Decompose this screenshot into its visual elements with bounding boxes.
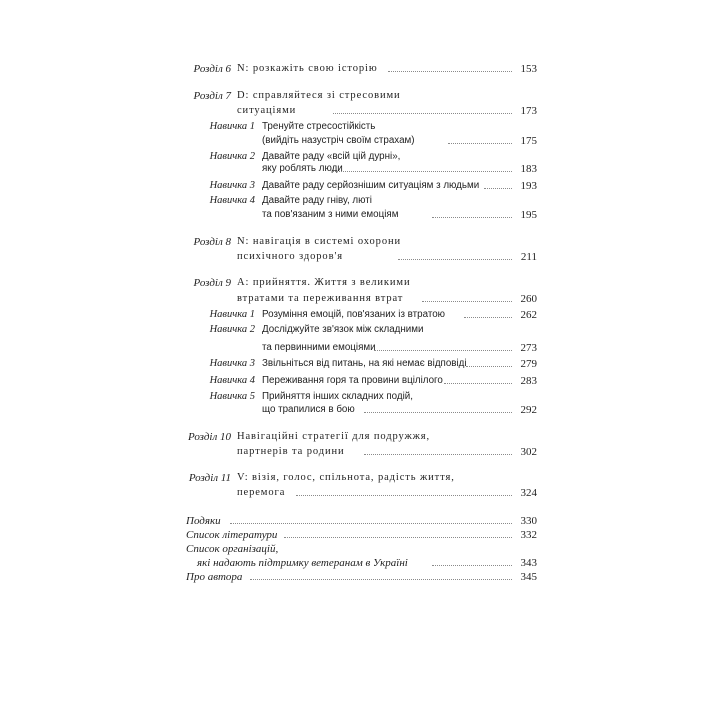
dot-leader — [388, 71, 512, 72]
chapter-title-cont: психічного здоров'я — [237, 251, 343, 262]
back-matter-title: Список організацій, — [186, 543, 279, 555]
page-number: 260 — [520, 293, 537, 305]
chapter-title: Навігаційні стратегії для подружжя, — [237, 431, 431, 442]
chapter-label: Розділ 7 — [193, 90, 231, 102]
dot-leader — [332, 171, 512, 172]
skill-label: Навичка 5 — [209, 391, 255, 402]
page-number: 193 — [520, 180, 537, 192]
chapter-title: A: прийняття. Життя з великими — [237, 277, 411, 288]
page-number: 195 — [520, 209, 537, 221]
dot-leader — [444, 383, 512, 384]
page-number: 345 — [520, 571, 537, 583]
dot-leader — [364, 454, 512, 455]
back-matter-title: Про автора — [186, 571, 243, 583]
skill-title: Прийняття інших складних подій, — [262, 391, 413, 402]
back-matter-title-cont: які надають підтримку ветеранам в Україні — [197, 557, 408, 569]
skill-title: Звільніться від питань, на які немає відповіді — [262, 358, 467, 369]
skill-title: Розуміння емоцій, пов'язаних із втратою — [262, 309, 446, 320]
skill-title: Досліджуйте зв'язок між складними — [262, 324, 424, 335]
page-number: 211 — [520, 251, 537, 263]
skill-title: Давайте раду серйознішим ситуаціям з людьми — [262, 180, 480, 191]
chapter-title-cont: партнерів та родини — [237, 446, 345, 457]
page-number: 183 — [520, 163, 537, 175]
back-matter-title: Список літератури — [186, 529, 278, 541]
skill-title-cont: та первинними емоціями — [262, 342, 376, 353]
page-number: 279 — [520, 358, 537, 370]
skill-label: Навичка 2 — [209, 324, 255, 335]
chapter-title-cont: перемога — [237, 487, 286, 498]
page-number: 302 — [520, 446, 537, 458]
skill-label: Навичка 1 — [209, 309, 255, 320]
page-number: 292 — [520, 404, 537, 416]
chapter-title: V: візія, голос, спільнота, радість життя, — [237, 472, 455, 483]
skill-label: Навичка 4 — [209, 195, 255, 206]
skill-title-cont: яку роблять люди — [262, 163, 343, 174]
skill-title: Давайте раду гніву, люті — [262, 195, 372, 206]
dot-leader — [333, 113, 512, 114]
page-number: 332 — [520, 529, 537, 541]
dot-leader — [448, 143, 512, 144]
skill-label: Навичка 3 — [209, 180, 255, 191]
dot-leader — [464, 317, 512, 318]
back-matter-title: Подяки — [186, 515, 221, 527]
page-number: 262 — [520, 309, 537, 321]
skill-title-cont: що трапилися в бою — [262, 404, 355, 415]
page-number: 273 — [520, 342, 537, 354]
dot-leader — [484, 188, 512, 189]
chapter-label: Розділ 11 — [188, 472, 231, 484]
page-number: 330 — [520, 515, 537, 527]
dot-leader — [284, 537, 512, 538]
chapter-label: Розділ 8 — [193, 236, 231, 248]
skill-title: Давайте раду «всій цій дурні», — [262, 151, 401, 162]
skill-label: Навичка 1 — [209, 121, 255, 132]
page-number: 173 — [520, 105, 537, 117]
dot-leader — [230, 523, 512, 524]
dot-leader — [432, 565, 512, 566]
dot-leader — [374, 350, 512, 351]
dot-leader — [250, 579, 512, 580]
skill-title: Тренуйте стресостійкість — [262, 121, 376, 132]
dot-leader — [422, 301, 512, 302]
dot-leader — [296, 495, 512, 496]
dot-leader — [398, 259, 512, 260]
skill-label: Навичка 4 — [209, 375, 255, 386]
skill-label: Навичка 3 — [209, 358, 255, 369]
page-number: 324 — [520, 487, 537, 499]
dot-leader — [432, 217, 512, 218]
chapter-title: N: навігація в системі охорони — [237, 236, 402, 247]
dot-leader — [364, 412, 512, 413]
chapter-title-cont: ситуаціями — [237, 105, 297, 116]
chapter-title: N: розкажіть свою історію — [237, 63, 378, 74]
skill-label: Навичка 2 — [209, 151, 255, 162]
page-number: 283 — [520, 375, 537, 387]
skill-title: Переживання горя та провини вцілілого — [262, 375, 443, 386]
page-number: 343 — [520, 557, 537, 569]
page-number: 153 — [520, 63, 537, 75]
chapter-label: Розділ 6 — [193, 63, 231, 75]
chapter-title-cont: втратами та переживання втрат — [237, 293, 404, 304]
page-number: 175 — [520, 135, 537, 147]
chapter-label: Розділ 10 — [188, 431, 231, 443]
skill-title-cont: (вийдіть назустріч своїм страхам) — [262, 135, 415, 146]
chapter-label: Розділ 9 — [193, 277, 231, 289]
dot-leader — [466, 366, 512, 367]
chapter-title: D: справляйтеся зі стресовими — [237, 90, 401, 101]
skill-title-cont: та пов'язаним з ними емоціям — [262, 209, 399, 220]
